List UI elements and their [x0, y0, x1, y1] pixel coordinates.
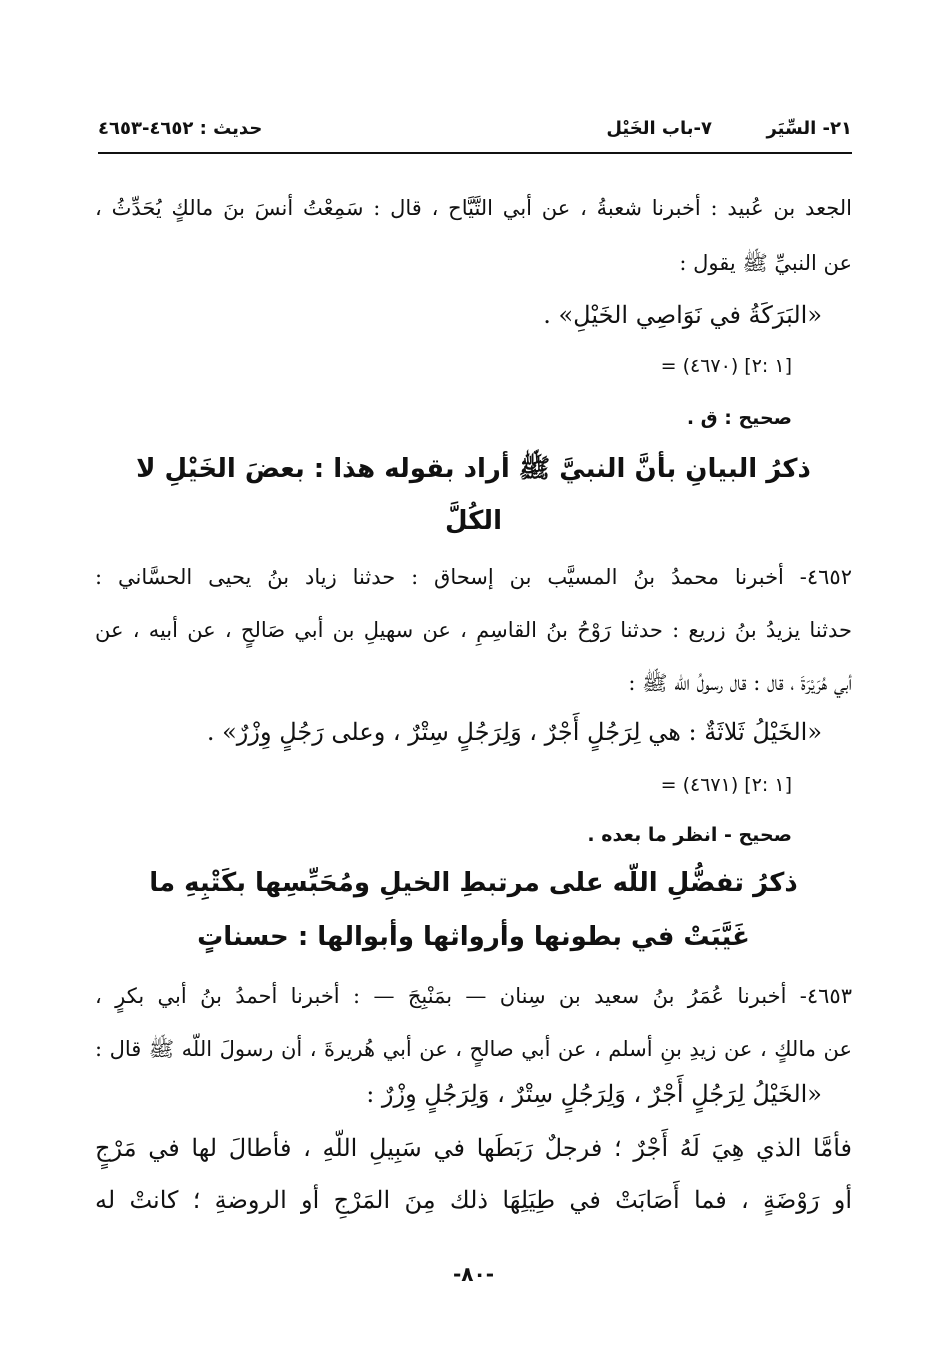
header-hadith-range: حديث : ٤٦٥٢-٤٦٥٣	[98, 118, 263, 139]
section-heading: ذكرُ البيانِ بأنَّ النبيَّ ﷺ أراد بقوله هذا : بعضَ الخَيْلِ لا	[136, 454, 811, 484]
authenticity-grade: صحيح - انظر ما بعده .	[587, 824, 792, 846]
text-line: حدثنا يزيدُ بنُ زريع : حدثنا رَوْحُ بنُ القاسِمِ ، عن سهيلِ بن أبي صَالحٍ ، عن أبيه ، عن	[95, 618, 852, 642]
hadith-chain: ٤٦٥٢- أخبرنا محمدُ بنُ المسيَّب بن إسحاق : حدثنا زياد بنُ يحيى الحسَّاني :	[95, 565, 852, 589]
page-number: -٨٠-	[452, 1262, 495, 1286]
text-line: الجعد بن عُبيد : أخبرنا شعبةُ ، عن أبي التَّيَّاح ، قال : سَمِعْتُ أنسَ بنَ مالكٍ يُحَدِّثُ ،	[95, 196, 852, 220]
header-chapter-title: ٧-باب الخَيْل	[606, 118, 712, 139]
section-heading: الكُلَّ	[444, 506, 502, 536]
cross-reference: = (٤٦٧١) [١ :٢]	[660, 774, 792, 796]
section-heading: ذكرُ تفضُّلِ اللّه على مرتبطِ الخيلِ ومُحَبِّسِها بكَتْبِهِ ما	[149, 868, 798, 898]
hadith-chain: ٤٦٥٣- أخبرنا عُمَرُ بنُ سعيد بن سِنان — بمَنْبِجَ — : أخبرنا أحمدُ بنُ أبي بكرٍ ،	[95, 984, 852, 1008]
text-line: عن مالكٍ ، عن زيدِ بنِ أسلم ، عن أبي صالحٍ ، عن أبي هُريرةَ ، أن رسولَ اللّه ﷺ قال :	[95, 1037, 852, 1061]
hadith-quote: «الخَيْلُ ثَلاثَةٌ : هي لِرَجُلٍ أَجْرٌ ، وَلِرَجُلٍ سِتْرٌ ، وعلى رَجُلٍ وِزْرٌ» .	[206, 718, 822, 746]
hadith-quote: «البَرَكَةُ في نَوَاصِي الخَيْلِ» .	[543, 301, 822, 329]
running-header	[98, 108, 852, 154]
hadith-text: أو رَوْضَةٍ ، فما أَصَابَتْ في طِيَلِهَا ذلك مِنَ المَرْجِ أو الروضةِ ؛ كانتْ له	[95, 1186, 852, 1214]
cross-reference: = (٤٦٧٠) [١ :٢]	[660, 355, 792, 377]
header-section-title: ٢١- السِّيَر	[766, 118, 852, 139]
hadith-quote: «الخَيْلُ لِرَجُلٍ أَجْرٌ ، وَلِرَجُلٍ سِتْرٌ ، وَلِرَجُلٍ وِزْرٌ :	[366, 1080, 822, 1108]
text-line: عن النبيِّ ﷺ يقول :	[679, 251, 852, 275]
text-line: أبي هُرَيْرَةَ ، قال : قال رسولُ اللّه ﷺ :	[628, 671, 852, 695]
hadith-text: فأمَّا الذي هِيَ لَهُ أَجْرٌ ؛ فرجلٌ رَبَطَها في سَبِيلِ اللّهِ ، فأطالَ لها في مَرْجٍ	[95, 1134, 852, 1162]
section-heading: غَيَّبَتْ في بطونها وأرواثها وأبوالها : حسناتٍ	[197, 922, 750, 952]
authenticity-grade: صحيح : ق .	[686, 407, 792, 429]
